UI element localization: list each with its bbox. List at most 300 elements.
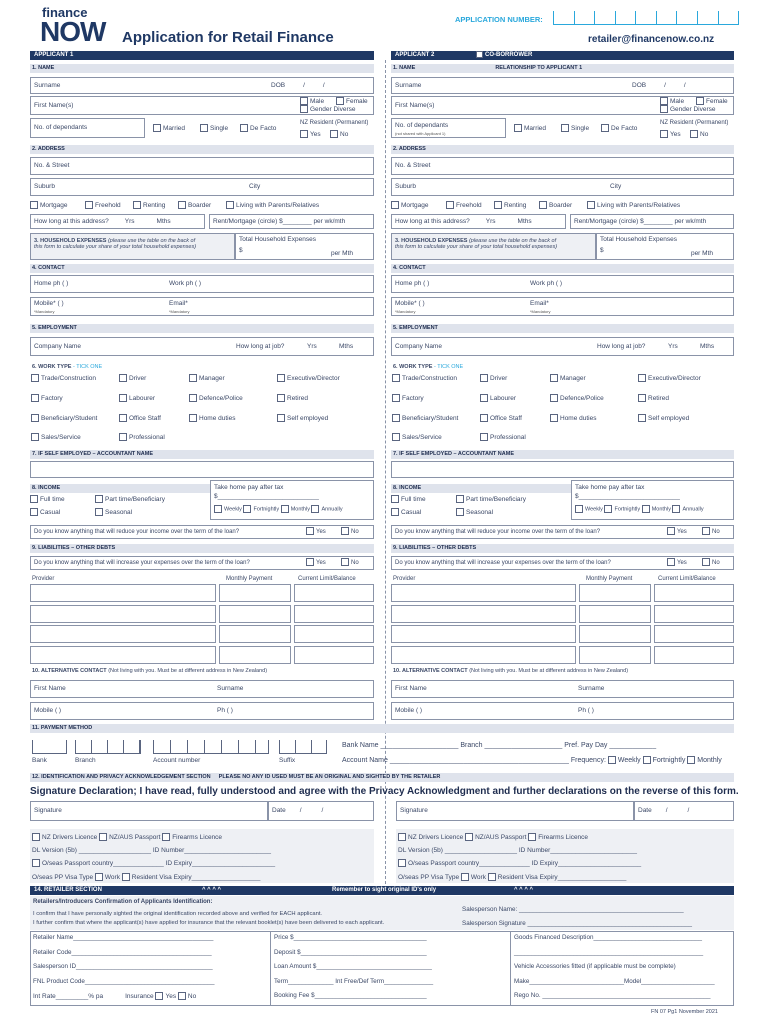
a2-worktype-checkbox[interactable] [480,433,488,441]
a2-worktype-label: Sales/Service [402,434,442,441]
a1-worktype-checkbox[interactable] [31,433,39,441]
a1-single-checkbox[interactable] [200,124,208,132]
a2-takehome-field[interactable]: Take home pay after tax $____________________________ Weekly Fortnightly Monthly Annually [571,480,734,520]
retailer-detail-field[interactable]: Retailer Name________________________________________ [33,934,214,941]
goods-detail-field[interactable]: ______________________________________________________ [514,948,704,956]
insurance-yes[interactable] [155,992,163,1000]
a1-worktype-checkbox[interactable] [119,374,127,382]
a2-mortgage[interactable]: Mortgage [391,201,428,210]
a2-accountant-section: 7. IF SELF EMPLOYED – ACCOUNTANT NAME [391,450,734,459]
a1-worktype-option[interactable] [277,414,328,423]
a1-gender-diverse[interactable]: Gender Diverse [300,105,356,114]
a2-worktype-option[interactable] [392,374,457,383]
a2-worktype-checkbox[interactable] [392,433,400,441]
a2-income-section: 8. INCOME [391,484,571,493]
a1-worktype-option[interactable] [277,394,308,403]
a1-parttime[interactable]: Part time/Beneficiary [95,495,165,504]
a2-seasonal[interactable]: Seasonal [456,508,493,517]
a1-company-field[interactable]: Company Name How long at job? Yrs Mths [30,337,374,356]
a1-worktype-checkbox[interactable] [119,433,127,441]
goods-detail-field[interactable]: Goods Financed Description_______________________________ [514,934,703,941]
a1-fulltime[interactable]: Full time [30,495,65,504]
a2-debt-payment-cell[interactable] [579,605,651,623]
a2-debt-payment-cell[interactable] [579,625,651,643]
a2-defacto[interactable]: De Facto [601,124,637,133]
a2-visa-resident[interactable] [488,873,496,881]
a2-worktype-option[interactable] [480,414,522,423]
a1-worktype-option[interactable] [277,374,340,383]
a2-worktype-label: Trade/Construction [402,375,458,382]
a1-nzpass-checkbox[interactable] [99,833,107,841]
a2-worktype-label: Retired [648,395,669,402]
a1-freehold-checkbox[interactable] [85,201,93,209]
a2-worktype-label: Defence/Police [560,395,604,402]
a1-phone-field[interactable]: Home ph ( ) Work ph ( ) [30,275,374,293]
a1-fortnightly-checkbox[interactable] [243,505,251,513]
a2-id-options: NZ Drivers Licence NZ/AUS Passport Firearms Licence [398,833,588,842]
a1-worktype-label: Factory [41,395,63,402]
a2-single[interactable]: Single [561,124,589,133]
a1-freehold[interactable]: Freehold [85,201,121,210]
finance-detail-field[interactable]: Term_____________ Int Free/Def Term______________ [274,977,434,985]
a1-annually-checkbox[interactable] [311,505,319,513]
bank-digits[interactable] [32,740,67,754]
retailer-detail-field[interactable]: Salesperson ID_______________________________________ [33,963,213,970]
a2-total-household-field[interactable]: Total Household Expenses $ per Mth [596,233,734,260]
a2-worktype-option[interactable] [480,394,516,403]
a1-debt-payment-cell[interactable] [219,605,291,623]
a2-date-field[interactable]: Date / / [634,801,734,821]
a2-worktype-checkbox[interactable] [638,394,646,402]
finance-detail-field[interactable]: Booking Fee $________________________________ [274,992,427,999]
a2-nz-resident-label: NZ Resident (Permanent) [660,120,729,126]
a1-oseas[interactable]: O/seas Passport country______________ ID Expiry_______________________ [32,859,275,868]
a2-worktype-option[interactable] [392,414,458,423]
a2-worktype-label: Professional [490,434,526,441]
a1-address-section: 2. ADDRESS [30,145,374,154]
account-digits[interactable] [153,740,269,754]
a1-parttime-checkbox[interactable] [95,495,103,503]
a2-male[interactable]: Male [660,97,684,106]
a1-worktype-checkbox[interactable] [277,394,285,402]
a2-seasonal-checkbox[interactable] [456,508,464,516]
a1-alt-name-field[interactable]: First Name Surname [30,680,374,698]
insurance-no[interactable] [178,992,186,1000]
a1-female[interactable]: Female [336,97,368,106]
a1-defacto-checkbox[interactable] [240,124,248,132]
a2-nzdl-checkbox[interactable] [398,833,406,841]
a2-renting-checkbox[interactable] [494,201,502,209]
a1-casual[interactable]: Casual [30,508,60,517]
a2-dependants-field[interactable]: No. of dependants (not shared with Applicant 1) [391,118,506,138]
a1-reduce-no[interactable] [341,527,349,535]
a1-worktype-checkbox[interactable] [31,414,39,422]
a2-worktype-option[interactable] [638,414,689,423]
retailer-detail-field[interactable]: FNL Product Code_____________________________________ [33,977,215,985]
freq-weekly[interactable] [608,756,616,764]
a1-mobile-email-field[interactable]: Mobile* ( ) Email* *Mandatory *Mandatory [30,297,374,316]
a2-worktype-checkbox[interactable] [480,374,488,382]
a2-increase-no[interactable] [702,558,710,566]
a1-firearms-checkbox[interactable] [162,833,170,841]
a2-oseas[interactable]: O/seas Passport country______________ ID Expiry_______________________ [398,859,641,868]
a1-suburb-field[interactable]: Suburb City [30,178,374,196]
a1-debt-provider-cell[interactable] [30,625,216,643]
a1-weekly-checkbox[interactable] [214,505,222,513]
a1-increase-expenses-question: Do you know anything that will increase your expenses over the term of the loan? Yes No [30,556,374,570]
co-borrower-checkbox[interactable] [476,51,483,58]
retailer-confirmation-title: Retailers/Introducers Confirmation of Applicants Identification: [33,899,213,905]
a1-worktype-label: Trade/Construction [41,375,97,382]
a2-surname-field[interactable]: Surname DOB / / [391,77,734,94]
a1-nz-resident-label: NZ Resident (Permanent) [300,120,369,126]
a1-worktype-label: Manager [199,375,225,382]
goods-detail-field[interactable]: Vehicle Accessories fitted (if applicable must be complete) [514,963,676,970]
a2-debt-payment-cell[interactable] [579,584,651,602]
a1-married[interactable]: Married [153,124,185,133]
a2-street-field[interactable]: No. & Street [391,157,734,175]
a2-living-checkbox[interactable] [587,201,595,209]
a2-debt-provider-cell[interactable] [391,605,576,623]
a2-provider-header: Provider [393,576,416,582]
a1-household-expenses: 3. HOUSEHOLD EXPENSES (please use the table on the back of this form to calculate your share of your total household expenses) [30,233,235,260]
a1-visa-resident[interactable] [122,873,130,881]
a1-worktype-option[interactable] [119,394,155,403]
a2-single-checkbox[interactable] [561,124,569,132]
a1-worktype-label: Sales/Service [41,434,81,441]
a1-renting[interactable]: Renting [133,201,165,210]
a1-boarder[interactable]: Boarder [178,201,211,210]
retailer-email: retailer@financenow.co.nz [588,34,715,45]
a2-howlong-field[interactable]: How long at this address? Yrs Mths [391,214,566,229]
a2-parttime-checkbox[interactable] [456,495,464,503]
bank-name-line[interactable]: Bank Name ____________________ Branch ____________________ Pref. Pay Day ____________ [342,742,657,749]
a2-debt-payment-cell[interactable] [579,646,651,664]
a2-accountant-field[interactable] [391,461,734,478]
a1-monthly-checkbox[interactable] [281,505,289,513]
a1-altcontact-section: 10. ALTERNATIVE CONTACT (Not living with you. Must be at different address in New Zealand) [32,668,268,674]
a1-worktype-option[interactable] [119,374,146,383]
a2-debt-limit-cell[interactable] [654,625,734,643]
a2-employment-section: 5. EMPLOYMENT [391,324,734,333]
a2-boarder[interactable]: Boarder [539,201,572,210]
a1-debt-limit-cell[interactable] [294,625,374,643]
a1-debt-provider-cell[interactable] [30,605,216,623]
a2-married-checkbox[interactable] [514,124,522,132]
a2-name-section: 1. NAME RELATIONSHIP TO APPLICANT 1 [391,64,734,73]
a2-liabilities-section: 9. LIABILITIES – OTHER DEBTS [391,544,734,553]
a1-debt-limit-cell[interactable] [294,584,374,602]
a2-nzres-yes-checkbox[interactable] [660,130,668,138]
a2-signature-field[interactable]: Signature [396,801,634,821]
a1-signature-field[interactable]: Signature [30,801,268,821]
a2-debt-provider-cell[interactable] [391,584,576,602]
a1-oseas-checkbox[interactable] [32,859,40,867]
a1-worktype-checkbox[interactable] [189,394,197,402]
freq-fortnightly[interactable] [643,756,651,764]
applicant-2-header [391,51,734,60]
a2-worktype-checkbox[interactable] [550,374,558,382]
finance-detail-field[interactable]: Price $______________________________________ [274,934,427,941]
a2-weekly-checkbox[interactable] [575,505,583,513]
a1-reduce-yes[interactable] [306,527,314,535]
a2-nzres-yes[interactable]: Yes [660,130,681,139]
a1-worktype-option[interactable] [189,394,243,403]
retailer-col-divider-2 [510,931,511,1006]
a2-visa-work[interactable] [461,873,469,881]
a1-increase-no[interactable] [341,558,349,566]
a2-casual[interactable]: Casual [391,508,421,517]
a1-worktype-checkbox[interactable] [189,414,197,422]
a1-visa-work[interactable] [95,873,103,881]
a1-debt-provider-cell[interactable] [30,584,216,602]
a1-takehome-field[interactable]: Take home pay after tax $____________________________ Weekly Fortnightly Monthly Annually [210,480,374,520]
a1-debt-payment-cell[interactable] [219,646,291,664]
a2-living[interactable]: Living with Parents/Relatives [587,201,680,210]
a1-worktype-checkbox[interactable] [277,374,285,382]
salesperson-signature-field[interactable]: Salesperson Signature _______________________________________________ [462,920,693,927]
a2-worktype-label: Manager [560,375,586,382]
a2-fortnightly-checkbox[interactable] [604,505,612,513]
a2-worktype-checkbox[interactable] [638,414,646,422]
goods-detail-field[interactable]: Rego No. ________________________________________________ [514,992,711,999]
a2-debt-limit-cell[interactable] [654,605,734,623]
application-number-label: APPLICATION NUMBER: [455,15,543,24]
a2-nzres-no-checkbox[interactable] [690,130,698,138]
a1-howlong-field[interactable]: How long at this address? Yrs Mths [30,214,205,229]
a2-nzpass-checkbox[interactable] [465,833,473,841]
a2-worktype-option[interactable] [392,433,442,442]
a2-oseas-checkbox[interactable] [398,859,406,867]
signature-declaration: Signature Declaration; I have read, fully understood and agree with the Privacy Acknowledgment and further declarations on the reverse of this form. [30,786,739,797]
a1-firstname-field[interactable]: First Name(s) [30,96,374,115]
retailer-col-divider-1 [270,931,271,1006]
a1-street-field[interactable]: No. & Street [30,157,374,175]
a2-worktype-option[interactable] [638,374,701,383]
a2-married[interactable]: Married [514,124,546,133]
a2-casual-checkbox[interactable] [391,508,399,516]
branch-digits[interactable] [75,740,141,754]
suffix-label: Suffix [279,757,296,764]
a2-rent-field[interactable]: Rent/Mortgage (circle) $________ per wk/mth [570,214,734,229]
a2-fulltime[interactable]: Full time [391,495,426,504]
a1-debt-limit-cell[interactable] [294,646,374,664]
a2-boarder-checkbox[interactable] [539,201,547,209]
a2-alt-name-field[interactable]: First Name Surname [391,680,734,698]
a2-worktype-checkbox[interactable] [638,374,646,382]
a1-male[interactable]: Male [300,97,324,106]
a2-reduce-yes[interactable] [667,527,675,535]
a2-worktype-label: Home duties [560,415,597,422]
a2-worktype-label: Office Staff [490,415,522,422]
applicant-2-label: APPLICANT 2 [395,52,435,59]
a2-fulltime-checkbox[interactable] [391,495,399,503]
salesperson-name-field[interactable]: Salesperson Name: _______________________________________________ [462,906,684,913]
application-number-boxes[interactable] [553,11,739,25]
a1-accountant-field[interactable] [30,461,374,478]
finance-detail-field[interactable]: Loan Amount $_________________________________ [274,963,432,970]
a1-worktype-option[interactable] [31,414,97,423]
a1-worktype-checkbox[interactable] [277,414,285,422]
a1-total-household-field[interactable]: Total Household Expenses $ per Mth [235,233,374,260]
a2-worktype-checkbox[interactable] [480,414,488,422]
a1-dependants-field[interactable]: No. of dependants [30,118,145,138]
a1-income-section: 8. INCOME [30,484,210,493]
a1-worktype-checkbox[interactable] [119,394,127,402]
a2-debt-limit-cell[interactable] [654,646,734,664]
a2-firearms-checkbox[interactable] [528,833,536,841]
a1-fulltime-checkbox[interactable] [30,495,38,503]
brand-now: NOW [40,16,106,47]
a2-monthlypay-header: Monthly Payment [586,576,633,582]
a1-worktype-option[interactable] [31,394,63,403]
a2-suburb-field[interactable]: Suburb City [391,178,734,196]
freq-monthly[interactable] [687,756,695,764]
a2-parttime[interactable]: Part time/Beneficiary [456,495,526,504]
a1-liabilities-section: 9. LIABILITIES – OTHER DEBTS [30,544,374,553]
a2-debt-provider-cell[interactable] [391,625,576,643]
co-borrower-label: CO-BORROWER [485,52,533,59]
a2-freehold[interactable]: Freehold [446,201,482,210]
finance-detail-field[interactable]: Deposit $____________________________________ [274,948,427,956]
a1-casual-checkbox[interactable] [30,508,38,516]
a1-worktype-option[interactable] [189,374,225,383]
a1-married-checkbox[interactable] [153,124,161,132]
a1-increase-yes[interactable] [306,558,314,566]
a2-worktype-option[interactable] [550,374,586,383]
a2-monthly-checkbox[interactable] [642,505,650,513]
a2-increase-expenses-question: Do you know anything that will increase your expenses over the term of the loan? Yes No [391,556,734,570]
a1-single[interactable]: Single [200,124,228,133]
a1-worktype-label: Home duties [199,415,236,422]
a2-increase-yes[interactable] [667,558,675,566]
a2-worktype-option[interactable] [550,414,597,423]
a1-renting-checkbox[interactable] [133,201,141,209]
a1-living[interactable]: Living with Parents/Relatives [226,201,319,210]
goods-detail-field[interactable]: Make___________________________Model_____________________ [514,977,715,985]
a2-reduce-income-question: Do you know anything that will reduce your income over the term of the loan? Yes No [391,525,734,539]
a1-debt-payment-cell[interactable] [219,625,291,643]
retailer-section-header: 14. RETAILER SECTION ^ ^ ^ ^ Remember to sight original ID's only ^ ^ ^ ^ [30,886,734,895]
a2-address-section: 2. ADDRESS [391,145,734,154]
a1-living-checkbox[interactable] [226,201,234,209]
a1-nzres-no[interactable]: No [330,130,348,139]
a1-seasonal-checkbox[interactable] [95,508,103,516]
a2-firstname-field[interactable]: First Name(s) [391,96,734,115]
a1-nzres-no-checkbox[interactable] [330,130,338,138]
a2-worktype-checkbox[interactable] [480,394,488,402]
a2-dl-version[interactable]: DL Version (5b) ____________________ ID Number________________________ [398,847,638,854]
a1-worktype-checkbox[interactable] [31,374,39,382]
a2-alt-phone-field[interactable]: Mobile ( ) Ph ( ) [391,702,734,720]
retailer-confirmation-1: I confirm that I have personally sighted the original identification recorded above and verified for EACH applicant. [33,911,323,917]
a2-household-expenses: 3. HOUSEHOLD EXPENSES (please use the table on the back of this form to calculate your share of your total household expenses) [391,233,596,260]
a2-worktype-checkbox[interactable] [392,374,400,382]
a1-worktype-checkbox[interactable] [31,394,39,402]
a2-freehold-checkbox[interactable] [446,201,454,209]
a1-worktype-option[interactable] [31,433,81,442]
a1-worktype-checkbox[interactable] [189,374,197,382]
a2-worktype-checkbox[interactable] [392,394,400,402]
a2-contact-section: 4. CONTACT [391,264,734,273]
a1-worktype-checkbox[interactable] [119,414,127,422]
applicant-1-header: APPLICANT 1 [30,51,374,60]
a2-gender-diverse[interactable]: Gender Diverse [660,105,716,114]
a2-female[interactable]: Female [696,97,728,106]
a2-annually-checkbox[interactable] [672,505,680,513]
a2-worktype-option[interactable] [392,394,424,403]
a2-worktype-section: 6. WORK TYPE - TICK ONE [393,364,464,370]
a1-boarder-checkbox[interactable] [178,201,186,209]
a1-worktype-option[interactable] [31,374,96,383]
a2-gender-diverse-checkbox[interactable] [660,105,668,113]
a1-dl-version[interactable]: DL Version (5b) ____________________ ID Number________________________ [32,847,272,854]
a2-worktype-option[interactable] [550,394,604,403]
a2-worktype-checkbox[interactable] [550,394,558,402]
a2-company-field[interactable]: Company Name How long at job? Yrs Mths [391,337,734,356]
a1-debt-payment-cell[interactable] [219,584,291,602]
a2-debt-limit-cell[interactable] [654,584,734,602]
a2-worktype-label: Executive/Director [648,375,701,382]
a2-worktype-checkbox[interactable] [550,414,558,422]
brand-top: finance [42,5,88,20]
a2-worktype-label: Factory [402,395,424,402]
a1-surname-field[interactable]: Surname DOB / / [30,77,374,94]
a2-mobile-email-field[interactable]: Mobile* ( ) Email* *Mandatory *Mandatory [391,297,734,316]
a1-defacto[interactable]: De Facto [240,124,276,133]
a1-nzres-yes[interactable]: Yes [300,130,321,139]
a1-gender-diverse-checkbox[interactable] [300,105,308,113]
a2-worktype-option[interactable] [638,394,669,403]
a2-reduce-no[interactable] [702,527,710,535]
a1-nzdl-checkbox[interactable] [32,833,40,841]
a1-debt-provider-cell[interactable] [30,646,216,664]
a2-nzres-no[interactable]: No [690,130,708,139]
a1-contact-section: 4. CONTACT [30,264,374,273]
a2-debt-provider-cell[interactable] [391,646,576,664]
a2-phone-field[interactable]: Home ph ( ) Work ph ( ) [391,275,734,293]
footer-code: FN 07 Pg1 November 2021 [651,1009,718,1015]
a2-curlimit-header: Current Limit/Balance [658,576,716,582]
a1-worktype-option[interactable] [119,433,165,442]
a1-debt-limit-cell[interactable] [294,605,374,623]
a2-defacto-checkbox[interactable] [601,124,609,132]
suffix-digits[interactable] [279,740,327,754]
a2-worktype-option[interactable] [480,374,507,383]
a1-date-field[interactable]: Date / / [268,801,374,821]
a1-id-options: NZ Drivers Licence NZ/AUS Passport Firearms Licence [32,833,222,842]
a2-worktype-option[interactable] [480,433,526,442]
a1-mortgage-checkbox[interactable] [30,201,38,209]
a1-nzres-yes-checkbox[interactable] [300,130,308,138]
a1-mortgage[interactable]: Mortgage [30,201,67,210]
a1-worktype-option[interactable] [119,414,161,423]
retailer-detail-field[interactable]: Retailer Code________________________________________ [33,948,212,956]
a1-worktype-label: Beneficiary/Student [41,415,98,422]
a2-worktype-checkbox[interactable] [392,414,400,422]
a1-rent-field[interactable]: Rent/Mortgage (circle) $________ per wk/mth [209,214,374,229]
a1-accountant-section: 7. IF SELF EMPLOYED – ACCOUNTANT NAME [30,450,374,459]
a2-mortgage-checkbox[interactable] [391,201,399,209]
a1-worktype-option[interactable] [189,414,236,423]
a2-worktype-label: Labourer [490,395,517,402]
a1-monthlypay-header: Monthly Payment [226,576,273,582]
frequency-line: Account Name ______________________________________________ Frequency: Weekly Fortnightly Monthly [342,757,722,764]
a1-alt-phone-field[interactable]: Mobile ( ) Ph ( ) [30,702,374,720]
a2-renting[interactable]: Renting [494,201,526,210]
a1-seasonal[interactable]: Seasonal [95,508,132,517]
bank-label: Bank [32,757,47,764]
